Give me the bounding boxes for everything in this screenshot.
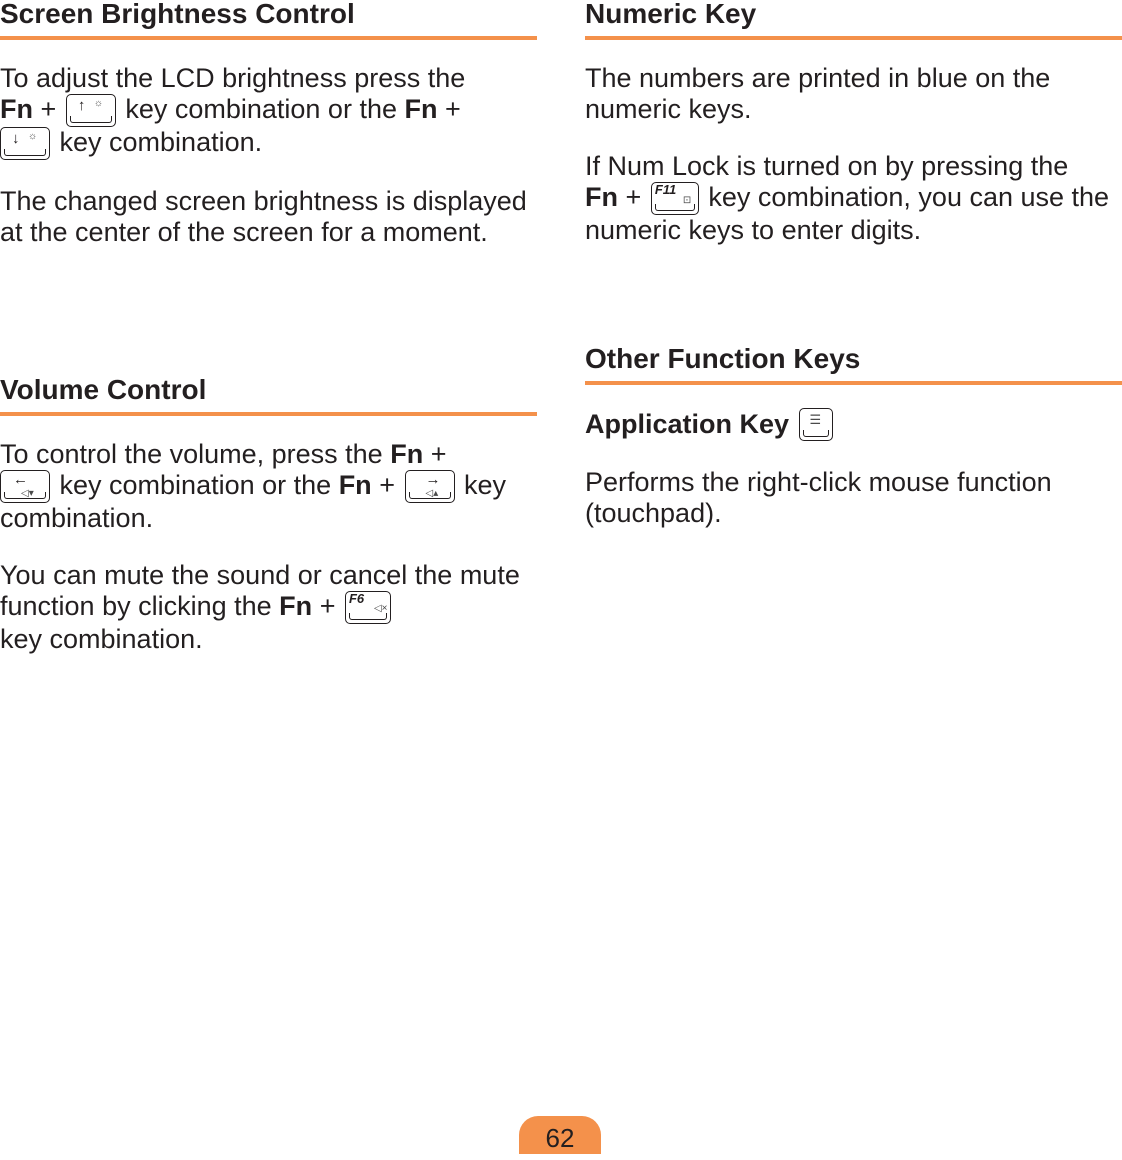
brightness-note: The changed screen brightness is displayed at the center of the screen for a moment. [0,186,527,247]
other-keys-title: Other Function Keys [585,345,1122,385]
application-key-icon: ☰ [799,408,833,441]
volume-section [0,376,537,655]
numeric-section [585,0,1122,246]
volume-title: Volume Control [0,376,537,416]
mute-key-f6: F6 ◁× [345,591,391,624]
application-key-heading: Application Key ☰ [585,408,1122,441]
page-number: 62 [519,1116,601,1154]
brightness-up-key: ↑ ☼ [66,94,116,127]
brightness-section [0,0,537,248]
application-key-description: Performs the right-click mouse function (touchpad). [585,467,1052,528]
mute-instructions: You can mute the sound or cancel the mute function by clicking the Fn + F6 ◁× key combination. [0,560,520,654]
numlock-key-f11: F11 ⊡ [651,182,699,215]
other-keys-section [585,345,1122,529]
brightness-title: Screen Brightness Control [0,0,537,40]
numeric-description: The numbers are printed in blue on the numeric keys. [585,63,1051,124]
volume-down-key: ← ◁▾ [0,470,50,503]
numlock-instructions: If Num Lock is turned on by pressing the Fn + F11 ⊡ key combination, you can use the numeric keys to enter digits. [585,151,1110,245]
numeric-title: Numeric Key [585,0,1122,40]
brightness-down-key: ↓ ☼ [0,127,50,160]
volume-instructions: To control the volume, press the Fn + ← ◁▾ key combination or the Fn + → ◁▴ key combination. [0,439,507,533]
brightness-instructions: To adjust the LCD brightness press the Fn + ↑ ☼ key combination or the Fn + ↓ ☼ key combination. [0,63,537,160]
volume-up-key: → ◁▴ [405,470,455,503]
